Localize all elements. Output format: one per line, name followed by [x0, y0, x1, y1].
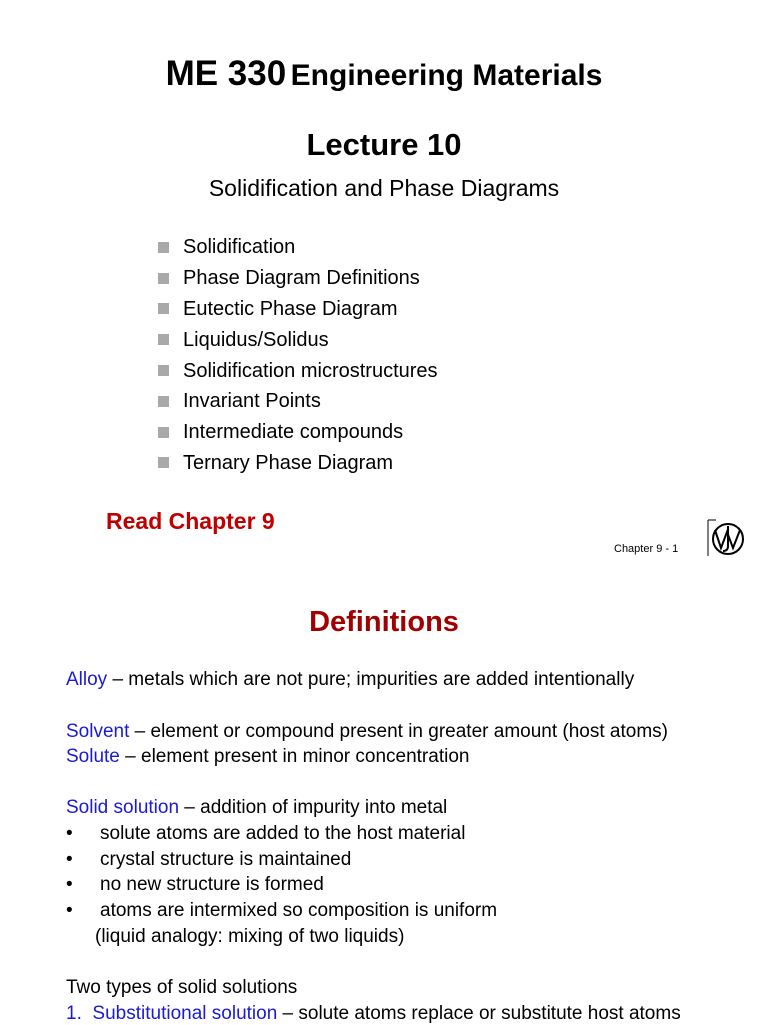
course-title	[0, 54, 768, 94]
list-item: • crystal structure is maintained	[66, 849, 352, 870]
solid-solution-definition: Solid solution – addition of impurity into metal	[66, 797, 448, 818]
solvent-definition: Solvent – element or compound present in greater amount (host atoms)	[66, 721, 668, 742]
bullet-icon: •	[66, 874, 73, 895]
definitions-title: Definitions	[309, 606, 459, 638]
list-item: • no new structure is formed	[66, 874, 324, 895]
substitutional-term: Substitutional solution	[92, 1003, 278, 1024]
list-item: Solidification	[158, 232, 438, 263]
solute-definition: Solute – element present in minor concentration	[66, 746, 470, 767]
solute-term: Solute	[66, 746, 120, 767]
list-item: Solidification microstructures	[158, 355, 438, 386]
square-bullet-icon	[158, 303, 169, 314]
lecture-subtitle: Solidification and Phase Diagrams	[208, 175, 560, 201]
list-item: Phase Diagram Definitions	[158, 263, 438, 294]
alloy-definition: Alloy – metals which are not pure; impurities are added intentionally	[66, 669, 635, 690]
list-item: Ternary Phase Diagram	[158, 448, 438, 479]
square-bullet-icon	[158, 273, 169, 284]
course-name: Engineering Materials	[290, 59, 603, 92]
list-item: • solute atoms are added to the host material	[66, 823, 466, 844]
list-item: • atoms are intermixed so composition is uniform	[66, 900, 498, 921]
liquid-analogy: (liquid analogy: mixing of two liquids)	[95, 926, 405, 947]
solvent-term: Solvent	[66, 721, 130, 742]
type-number: 1.	[66, 1003, 82, 1024]
square-bullet-icon	[158, 427, 169, 438]
types-heading: Two types of solid solutions	[66, 977, 298, 998]
alloy-term: Alloy	[66, 669, 108, 690]
square-bullet-icon	[158, 365, 169, 376]
topic-list	[158, 232, 438, 478]
list-item: Intermediate compounds	[158, 417, 438, 448]
lecture-title: Lecture 10	[306, 127, 462, 162]
reading-assignment: Read Chapter 9	[106, 508, 275, 534]
square-bullet-icon	[158, 242, 169, 253]
page-number: Chapter 9 - 1	[614, 543, 679, 555]
bullet-icon: •	[66, 823, 73, 844]
square-bullet-icon	[158, 396, 169, 407]
list-item: Invariant Points	[158, 386, 438, 417]
list-item: Liquidus/Solidus	[158, 324, 438, 355]
square-bullet-icon	[158, 334, 169, 345]
square-bullet-icon	[158, 457, 169, 468]
list-item: Eutectic Phase Diagram	[158, 294, 438, 325]
bullet-icon: •	[66, 849, 73, 870]
bullet-icon: •	[66, 900, 73, 921]
solid-solution-term: Solid solution	[66, 797, 180, 818]
course-code: ME 330	[165, 54, 287, 93]
substitutional-definition: 1. Substitutional solution – solute atoms replace or substitute host atoms	[66, 1003, 681, 1024]
publisher-logo-icon	[706, 518, 746, 558]
